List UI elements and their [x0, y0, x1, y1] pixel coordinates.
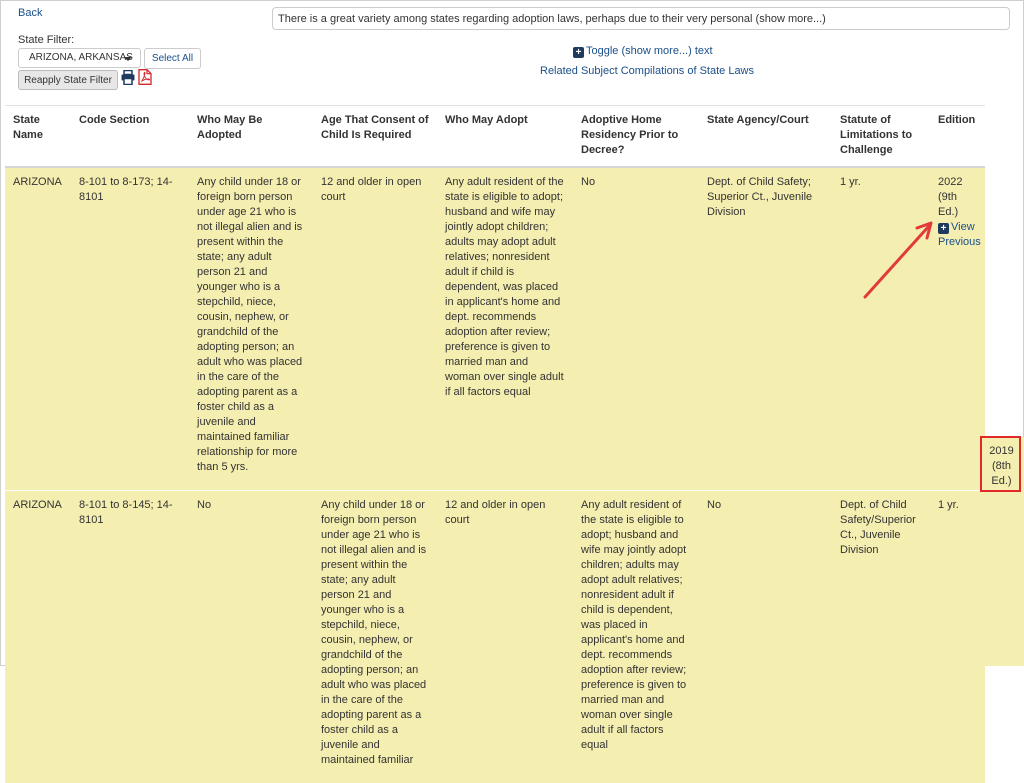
header-age-consent[interactable]: Age That Consent of Child Is Required [313, 106, 437, 168]
cell-statute: 1 yr. [832, 167, 930, 491]
header-code-section[interactable]: Code Section [71, 106, 189, 168]
cell-edition [930, 167, 985, 491]
edition-label: 2022 (9th Ed.) [938, 175, 977, 220]
table-header-row [5, 106, 985, 168]
header-who-may-adopt[interactable]: Who May Adopt [437, 106, 573, 168]
print-icon[interactable] [121, 70, 135, 85]
reapply-filter-button[interactable]: Reapply State Filter [18, 70, 118, 90]
related-compilations-link[interactable]: Related Subject Compilations of State Laws [540, 65, 754, 77]
header-edition[interactable]: Edition [930, 106, 985, 168]
cell-who-adopted: Any child under 18 or foreign born person under age 21 who is not illegal alien and is present within the state; any adult person 21 and younger who is a stepchild, niece, cousin, nephew, or grandchild of the adopting person; an adult who was placed in the care of the adopting parent as a foster child as a juvenile and maintained familiar relationship for more than 5 yrs. [189, 167, 313, 491]
caret-down-icon [124, 57, 132, 61]
edition-label: 2019 (8th Ed.) [982, 438, 1018, 489]
cell-code: 8-101 to 8-145; 14-8101 [71, 491, 189, 783]
back-link[interactable]: Back [18, 7, 42, 19]
cell-who-adopted: No [189, 491, 313, 783]
header-statute[interactable]: Statute of Limitations to Challenge [832, 106, 930, 168]
cell-age-consent: 12 and older in open court [313, 167, 437, 491]
cell-agency: Dept. of Child Safety; Superior Ct., Juvenile Division [699, 167, 832, 491]
view-previous-label: View Previous [938, 221, 981, 248]
toggle-label: Toggle (show more...) text [586, 45, 713, 57]
plus-square-icon: + [573, 47, 584, 58]
intro-text-box[interactable]: There is a great variety among states regarding adoption laws, perhaps due to their very personal (show more...) [272, 7, 1010, 30]
cell-agency: No [699, 491, 832, 783]
plus-square-icon: + [938, 223, 949, 234]
cell-state: ARIZONA [5, 167, 71, 491]
cell-residency: Any adult resident of the state is eligible to adopt; husband and wife may jointly adopt children; adults may adopt adult relatives; nonresident adult if child is dependent, was placed in applicant's home and dept. recommends adoption after review; preference is given to married man and woman over single adult if all factors equal [573, 491, 699, 783]
table-row [5, 167, 985, 491]
header-agency-court[interactable]: State Agency/Court [699, 106, 832, 168]
cell-age-consent: Any child under 18 or foreign born person under age 21 who is not illegal alien and is present within the state; any adult person 21 and younger who is a stepchild, niece, cousin, nephew, or grandchild of the adopting person; an adult who was placed in the care of the adopting parent as a foster child as a juvenile and maintained familiar [313, 491, 437, 783]
state-filter-label: State Filter: [18, 34, 74, 46]
cell-state: ARIZONA [5, 491, 71, 783]
cell-code: 8-101 to 8-173; 14-8101 [71, 167, 189, 491]
table-row [5, 491, 985, 783]
select-all-button[interactable]: Select All [144, 48, 201, 69]
cell-edition: 1 yr. [930, 491, 985, 783]
header-state-name[interactable]: State Name [5, 106, 71, 168]
header-residency[interactable]: Adoptive Home Residency Prior to Decree? [573, 106, 699, 168]
adoption-laws-table [5, 105, 985, 783]
pdf-icon[interactable] [138, 69, 152, 85]
state-filter-dropdown[interactable] [18, 48, 141, 68]
toggle-text-link[interactable] [573, 45, 713, 58]
cell-residency: No [573, 167, 699, 491]
cell-who-adopt: Any adult resident of the state is eligible to adopt; husband and wife may jointly adopt children; adults may adopt adult relatives; nonresident adult if child is dependent, was placed in applicant's home and dept. recommends adoption after review; preference is given to married man and woman over single adult if all factors equal [437, 167, 573, 491]
view-previous-link[interactable] [938, 221, 981, 248]
header-who-may-be-adopted[interactable]: Who May Be Adopted [189, 106, 313, 168]
highlight-box [980, 436, 1021, 492]
state-filter-selected: ARIZONA, ARKANSAS [29, 52, 133, 63]
cell-statute: Dept. of Child Safety/Superior Ct., Juvenile Division [832, 491, 930, 783]
cell-who-adopt: 12 and older in open court [437, 491, 573, 783]
